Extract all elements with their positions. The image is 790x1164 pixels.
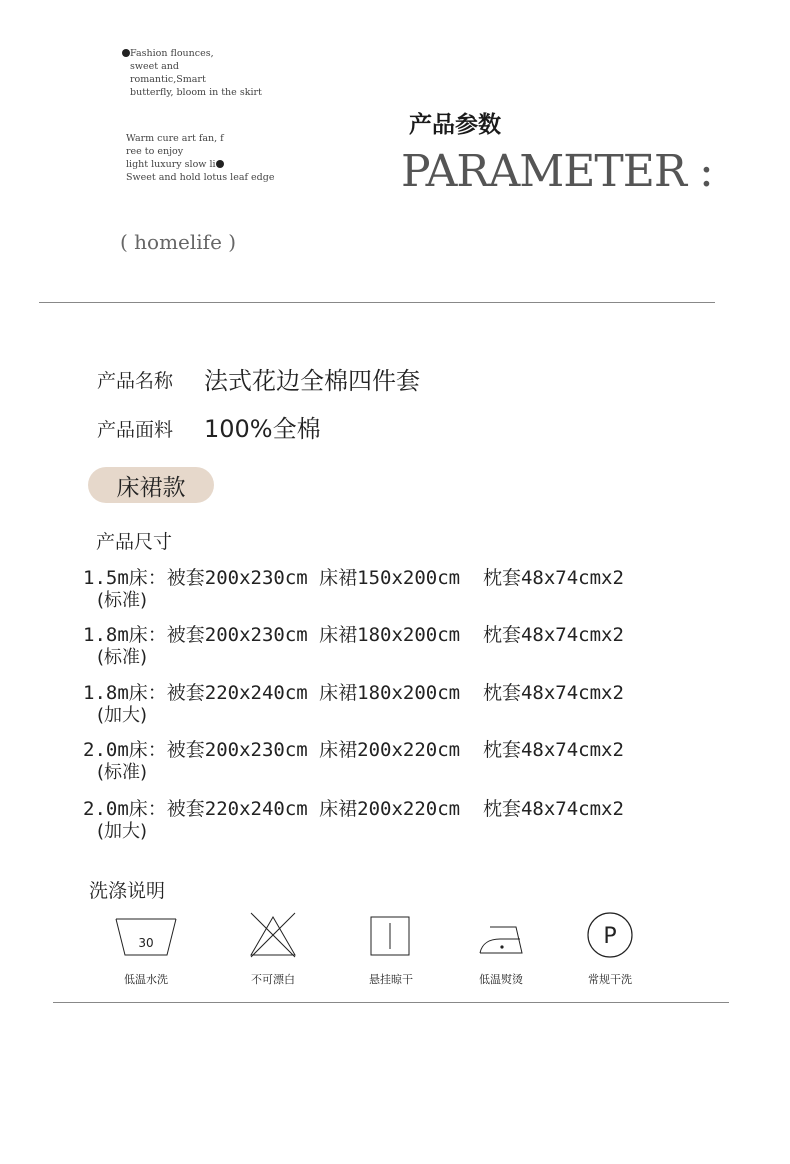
wash-item-low-iron: 低温熨烫 [451, 911, 551, 987]
size-row: 2.0m床：被套220x240cm 床裙200x220cm 枕套48x74cmx2 (加大) [83, 798, 624, 842]
hang-dry-icon [341, 911, 441, 959]
product-name-label: 产品名称 [97, 370, 174, 392]
intro-text-block-2: Warm cure art fan, f ree to enjoy light luxury slow li Sweet and hold lotus leaf edge [126, 133, 275, 183]
brand-label: ( homelife ) [120, 230, 237, 254]
wash-item-low-temp: 30 低温水洗 [96, 911, 196, 987]
size-heading: 产品尺寸 [96, 531, 173, 553]
bottom-divider [53, 1002, 729, 1003]
svg-text:30: 30 [138, 936, 154, 950]
wash-basin-icon [96, 911, 196, 959]
size-row: 1.5m床：被套200x230cm 床裙150x200cm 枕套48x74cmx2 (标准) [83, 567, 624, 611]
size-row: 2.0m床：被套200x230cm 床裙200x220cm 枕套48x74cmx2 (标准) [83, 739, 624, 783]
top-divider [39, 302, 715, 303]
intro-text-block-1: Fashion flounces, sweet and romantic,Smart butterfly, bloom in the skirt [122, 47, 262, 99]
wash-item-no-bleach: 不可漂白 [223, 911, 323, 987]
svg-text:P: P [603, 924, 617, 949]
product-material-label: 产品面料 [97, 419, 174, 441]
product-name-value: 法式花边全棉四件套 [204, 367, 420, 395]
size-row: 1.8m床：被套200x230cm 床裙180x200cm 枕套48x74cmx2 (标准) [83, 624, 624, 668]
low-iron-icon [451, 911, 551, 959]
no-bleach-icon [223, 911, 323, 959]
wash-item-dry-clean: P 常规干洗 [560, 911, 660, 987]
product-material-value: 100%全棉 [204, 415, 321, 443]
size-row: 1.8m床：被套220x240cm 床裙180x200cm 枕套48x74cmx2 (加大) [83, 682, 624, 726]
page-title: 产品参数 [409, 112, 501, 138]
style-badge: 床裙款 [88, 467, 214, 503]
washing-heading: 洗涤说明 [89, 880, 166, 902]
wash-item-hang-dry: 悬挂晾干 [341, 911, 441, 987]
page-title-english: PARAMETER : [401, 146, 713, 197]
dry-clean-icon [560, 911, 660, 959]
bullet-dot-icon [122, 49, 130, 57]
bullet-dot-icon [216, 160, 224, 168]
